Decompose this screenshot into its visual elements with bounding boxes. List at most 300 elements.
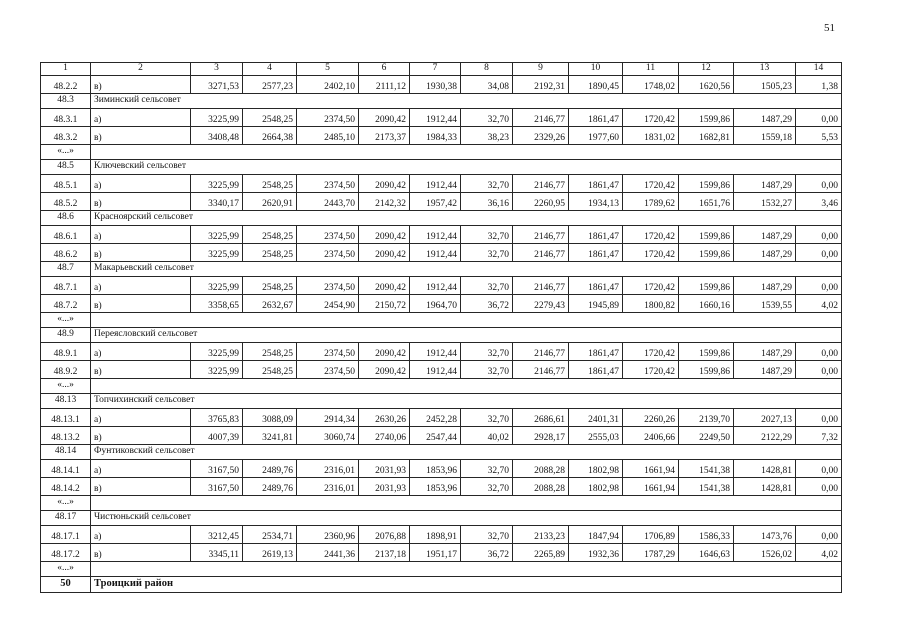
ellipsis-blank	[91, 313, 842, 328]
value-cell: 1930,38	[410, 76, 461, 94]
section-name: Макарьевский сельсовет	[91, 262, 842, 277]
value-cell: 2146,77	[513, 244, 569, 262]
value-cell: 1984,33	[410, 127, 461, 145]
section-code: 48.3	[41, 94, 91, 109]
value-cell: 2374,50	[297, 175, 359, 193]
section-row	[41, 328, 842, 343]
district-code: 50	[41, 577, 91, 593]
data-row	[41, 277, 842, 295]
row-variant: а)	[91, 277, 191, 295]
data-row	[41, 460, 842, 478]
row-code: 48.13.1	[41, 409, 91, 427]
value-cell: 32,70	[461, 343, 513, 361]
data-row	[41, 427, 842, 445]
value-cell: 2452,28	[410, 409, 461, 427]
value-cell: 0,00	[796, 460, 842, 478]
value-cell: 1599,86	[679, 277, 734, 295]
data-row	[41, 127, 842, 145]
value-cell: 1853,96	[410, 478, 461, 496]
value-cell: 1912,44	[410, 343, 461, 361]
section-name: Красноярский сельсовет	[91, 211, 842, 226]
tariff-table	[40, 62, 842, 593]
data-row	[41, 109, 842, 127]
value-cell: 32,70	[461, 277, 513, 295]
section-code: 48.7	[41, 262, 91, 277]
value-cell: 2088,28	[513, 460, 569, 478]
value-cell: 1487,29	[734, 343, 796, 361]
row-code: 48.2.2	[41, 76, 91, 94]
value-cell: 0,00	[796, 226, 842, 244]
value-cell: 1861,47	[569, 343, 623, 361]
value-cell: 2088,28	[513, 478, 569, 496]
data-row	[41, 478, 842, 496]
row-variant: а)	[91, 226, 191, 244]
row-code: 48.17.1	[41, 526, 91, 544]
value-cell: 2329,26	[513, 127, 569, 145]
value-cell: 3167,50	[191, 460, 243, 478]
row-code: 48.6.2	[41, 244, 91, 262]
value-cell: 3167,50	[191, 478, 243, 496]
value-cell: 32,70	[461, 226, 513, 244]
value-cell: 2360,96	[297, 526, 359, 544]
value-cell: 2076,88	[359, 526, 410, 544]
value-cell: 1802,98	[569, 460, 623, 478]
value-cell: 1428,81	[734, 460, 796, 478]
section-row	[41, 511, 842, 526]
row-variant: в)	[91, 244, 191, 262]
section-row	[41, 94, 842, 109]
row-code: 48.13.2	[41, 427, 91, 445]
data-row	[41, 544, 842, 562]
value-cell: 2150,72	[359, 295, 410, 313]
data-row	[41, 76, 842, 94]
value-cell: 1706,89	[623, 526, 679, 544]
value-cell: 2192,31	[513, 76, 569, 94]
row-variant: в)	[91, 295, 191, 313]
value-cell: 1861,47	[569, 226, 623, 244]
row-code: 48.6.1	[41, 226, 91, 244]
value-cell: 1661,94	[623, 460, 679, 478]
value-cell: 1720,42	[623, 244, 679, 262]
value-cell: 2454,90	[297, 295, 359, 313]
value-cell: 2548,25	[243, 343, 297, 361]
value-cell: 2632,67	[243, 295, 297, 313]
value-cell: 1861,47	[569, 109, 623, 127]
column-header: 9	[513, 63, 569, 76]
value-cell: 1586,33	[679, 526, 734, 544]
district-row	[41, 577, 842, 593]
column-header: 14	[796, 63, 842, 76]
value-cell: 0,00	[796, 109, 842, 127]
value-cell: 4,02	[796, 544, 842, 562]
value-cell: 2441,36	[297, 544, 359, 562]
value-cell: 38,23	[461, 127, 513, 145]
value-cell: 2133,23	[513, 526, 569, 544]
ellipsis-blank	[91, 562, 842, 577]
section-name: Фунтиковский сельсовет	[91, 445, 842, 460]
value-cell: 1599,86	[679, 226, 734, 244]
value-cell: 1599,86	[679, 244, 734, 262]
section-name: Переясловский сельсовет	[91, 328, 842, 343]
value-cell: 3345,11	[191, 544, 243, 562]
value-cell: 0,00	[796, 409, 842, 427]
value-cell: 1532,27	[734, 193, 796, 211]
value-cell: 1861,47	[569, 277, 623, 295]
row-variant: а)	[91, 409, 191, 427]
column-header: 8	[461, 63, 513, 76]
column-header: 3	[191, 63, 243, 76]
data-row	[41, 295, 842, 313]
value-cell: 2146,77	[513, 361, 569, 379]
row-code: 48.9.1	[41, 343, 91, 361]
section-name: Зиминский сельсовет	[91, 94, 842, 109]
value-cell: 2090,42	[359, 244, 410, 262]
value-cell: 1539,55	[734, 295, 796, 313]
value-cell: 3225,99	[191, 226, 243, 244]
value-cell: 2260,26	[623, 409, 679, 427]
value-cell: 3225,99	[191, 109, 243, 127]
data-row	[41, 361, 842, 379]
row-variant: в)	[91, 544, 191, 562]
value-cell: 3340,17	[191, 193, 243, 211]
value-cell: 1951,17	[410, 544, 461, 562]
value-cell: 1651,76	[679, 193, 734, 211]
value-cell: 1,38	[796, 76, 842, 94]
data-row	[41, 343, 842, 361]
value-cell: 2137,18	[359, 544, 410, 562]
value-cell: 1505,23	[734, 76, 796, 94]
value-cell: 1912,44	[410, 226, 461, 244]
value-cell: 3088,09	[243, 409, 297, 427]
value-cell: 5,53	[796, 127, 842, 145]
value-cell: 2548,25	[243, 175, 297, 193]
row-code: 48.7.1	[41, 277, 91, 295]
column-header: 6	[359, 63, 410, 76]
section-row	[41, 445, 842, 460]
value-cell: 2374,50	[297, 109, 359, 127]
value-cell: 1861,47	[569, 361, 623, 379]
value-cell: 36,72	[461, 544, 513, 562]
ellipsis-text: «...»	[41, 379, 91, 394]
value-cell: 0,00	[796, 478, 842, 496]
row-variant: а)	[91, 109, 191, 127]
value-cell: 2146,77	[513, 109, 569, 127]
value-cell: 0,00	[796, 175, 842, 193]
value-cell: 2031,93	[359, 478, 410, 496]
value-cell: 32,70	[461, 460, 513, 478]
data-row	[41, 244, 842, 262]
value-cell: 1800,82	[623, 295, 679, 313]
ellipsis-text: «...»	[41, 496, 91, 511]
value-cell: 2547,44	[410, 427, 461, 445]
value-cell: 2146,77	[513, 343, 569, 361]
table-header	[41, 63, 842, 76]
value-cell: 1599,86	[679, 175, 734, 193]
value-cell: 2090,42	[359, 277, 410, 295]
value-cell: 1789,62	[623, 193, 679, 211]
value-cell: 0,00	[796, 526, 842, 544]
column-header: 4	[243, 63, 297, 76]
value-cell: 2548,25	[243, 277, 297, 295]
value-cell: 3408,48	[191, 127, 243, 145]
value-cell: 3225,99	[191, 175, 243, 193]
value-cell: 1912,44	[410, 244, 461, 262]
value-cell: 2548,25	[243, 244, 297, 262]
value-cell: 1473,76	[734, 526, 796, 544]
value-cell: 1964,70	[410, 295, 461, 313]
value-cell: 2928,17	[513, 427, 569, 445]
value-cell: 1787,29	[623, 544, 679, 562]
value-cell: 2173,37	[359, 127, 410, 145]
ellipsis-blank	[91, 496, 842, 511]
column-header: 2	[91, 63, 191, 76]
value-cell: 2406,66	[623, 427, 679, 445]
value-cell: 1847,94	[569, 526, 623, 544]
value-cell: 2090,42	[359, 175, 410, 193]
value-cell: 2146,77	[513, 226, 569, 244]
value-cell: 1912,44	[410, 175, 461, 193]
value-cell: 2577,23	[243, 76, 297, 94]
value-cell: 2090,42	[359, 343, 410, 361]
value-cell: 2139,70	[679, 409, 734, 427]
value-cell: 1599,86	[679, 109, 734, 127]
section-name: Ключевский сельсовет	[91, 160, 842, 175]
section-code: 48.9	[41, 328, 91, 343]
section-name: Топчихинский сельсовет	[91, 394, 842, 409]
value-cell: 2443,70	[297, 193, 359, 211]
value-cell: 32,70	[461, 409, 513, 427]
value-cell: 2548,25	[243, 226, 297, 244]
section-code: 48.13	[41, 394, 91, 409]
value-cell: 32,70	[461, 109, 513, 127]
value-cell: 3212,45	[191, 526, 243, 544]
column-header: 7	[410, 63, 461, 76]
value-cell: 2548,25	[243, 361, 297, 379]
value-cell: 1720,42	[623, 109, 679, 127]
value-cell: 1660,16	[679, 295, 734, 313]
value-cell: 1487,29	[734, 109, 796, 127]
value-cell: 1541,38	[679, 478, 734, 496]
value-cell: 32,70	[461, 361, 513, 379]
row-variant: в)	[91, 193, 191, 211]
value-cell: 1720,42	[623, 343, 679, 361]
value-cell: 32,70	[461, 478, 513, 496]
value-cell: 1831,02	[623, 127, 679, 145]
value-cell: 3060,74	[297, 427, 359, 445]
value-cell: 1898,91	[410, 526, 461, 544]
value-cell: 2686,61	[513, 409, 569, 427]
value-cell: 1487,29	[734, 244, 796, 262]
data-row	[41, 409, 842, 427]
ellipsis-blank	[91, 379, 842, 394]
data-row	[41, 526, 842, 544]
ellipsis-row	[41, 496, 842, 511]
value-cell: 2740,06	[359, 427, 410, 445]
ellipsis-row	[41, 145, 842, 160]
value-cell: 2374,50	[297, 226, 359, 244]
row-variant: а)	[91, 175, 191, 193]
value-cell: 0,00	[796, 343, 842, 361]
column-header: 10	[569, 63, 623, 76]
row-code: 48.5.1	[41, 175, 91, 193]
section-name: Чистюньский сельсовет	[91, 511, 842, 526]
value-cell: 1720,42	[623, 175, 679, 193]
value-cell: 2374,50	[297, 361, 359, 379]
ellipsis-blank	[91, 145, 842, 160]
section-row	[41, 211, 842, 226]
row-variant: в)	[91, 361, 191, 379]
row-code: 48.7.2	[41, 295, 91, 313]
value-cell: 2146,77	[513, 277, 569, 295]
value-cell: 1720,42	[623, 361, 679, 379]
value-cell: 4007,39	[191, 427, 243, 445]
value-cell: 2630,26	[359, 409, 410, 427]
value-cell: 0,00	[796, 361, 842, 379]
value-cell: 2401,31	[569, 409, 623, 427]
value-cell: 2090,42	[359, 361, 410, 379]
value-cell: 2279,43	[513, 295, 569, 313]
value-cell: 1802,98	[569, 478, 623, 496]
value-cell: 3,46	[796, 193, 842, 211]
value-cell: 1682,81	[679, 127, 734, 145]
district-name: Троицкий район	[91, 577, 842, 593]
table-body	[41, 76, 842, 593]
value-cell: 1541,38	[679, 460, 734, 478]
value-cell: 3271,53	[191, 76, 243, 94]
ellipsis-text: «...»	[41, 145, 91, 160]
section-row	[41, 394, 842, 409]
column-header: 12	[679, 63, 734, 76]
value-cell: 2555,03	[569, 427, 623, 445]
data-row	[41, 175, 842, 193]
value-cell: 2664,38	[243, 127, 297, 145]
page-number: 51	[824, 22, 835, 34]
value-cell: 2260,95	[513, 193, 569, 211]
section-code: 48.14	[41, 445, 91, 460]
value-cell: 2316,01	[297, 478, 359, 496]
value-cell: 2485,10	[297, 127, 359, 145]
value-cell: 1599,86	[679, 361, 734, 379]
value-cell: 4,02	[796, 295, 842, 313]
data-row	[41, 226, 842, 244]
value-cell: 3225,99	[191, 343, 243, 361]
column-number-row	[41, 63, 842, 76]
row-code: 48.9.2	[41, 361, 91, 379]
value-cell: 1599,86	[679, 343, 734, 361]
value-cell: 2122,29	[734, 427, 796, 445]
value-cell: 3225,99	[191, 244, 243, 262]
value-cell: 1487,29	[734, 277, 796, 295]
row-code: 48.3.2	[41, 127, 91, 145]
section-row	[41, 262, 842, 277]
value-cell: 1661,94	[623, 478, 679, 496]
value-cell: 2265,89	[513, 544, 569, 562]
value-cell: 2374,50	[297, 277, 359, 295]
value-cell: 1720,42	[623, 277, 679, 295]
value-cell: 1487,29	[734, 361, 796, 379]
value-cell: 1861,47	[569, 244, 623, 262]
value-cell: 1526,02	[734, 544, 796, 562]
value-cell: 1861,47	[569, 175, 623, 193]
row-code: 48.14.1	[41, 460, 91, 478]
section-code: 48.6	[41, 211, 91, 226]
value-cell: 2031,93	[359, 460, 410, 478]
value-cell: 1912,44	[410, 109, 461, 127]
value-cell: 2548,25	[243, 109, 297, 127]
value-cell: 2090,42	[359, 109, 410, 127]
section-row	[41, 160, 842, 175]
value-cell: 2146,77	[513, 175, 569, 193]
value-cell: 36,16	[461, 193, 513, 211]
row-code: 48.14.2	[41, 478, 91, 496]
value-cell: 1559,18	[734, 127, 796, 145]
value-cell: 34,08	[461, 76, 513, 94]
value-cell: 2249,50	[679, 427, 734, 445]
value-cell: 0,00	[796, 277, 842, 295]
value-cell: 3225,99	[191, 361, 243, 379]
section-code: 48.5	[41, 160, 91, 175]
value-cell: 2914,34	[297, 409, 359, 427]
row-variant: в)	[91, 76, 191, 94]
column-header: 13	[734, 63, 796, 76]
row-code: 48.17.2	[41, 544, 91, 562]
column-header: 1	[41, 63, 91, 76]
value-cell: 40,02	[461, 427, 513, 445]
value-cell: 1853,96	[410, 460, 461, 478]
value-cell: 2489,76	[243, 460, 297, 478]
value-cell: 1945,89	[569, 295, 623, 313]
row-variant: а)	[91, 526, 191, 544]
row-variant: а)	[91, 460, 191, 478]
value-cell: 2620,91	[243, 193, 297, 211]
value-cell: 1748,02	[623, 76, 679, 94]
row-variant: в)	[91, 427, 191, 445]
value-cell: 36,72	[461, 295, 513, 313]
value-cell: 32,70	[461, 526, 513, 544]
value-cell: 2402,10	[297, 76, 359, 94]
row-variant: в)	[91, 127, 191, 145]
value-cell: 3358,65	[191, 295, 243, 313]
value-cell: 0,00	[796, 244, 842, 262]
value-cell: 1487,29	[734, 226, 796, 244]
value-cell: 1934,13	[569, 193, 623, 211]
section-code: 48.17	[41, 511, 91, 526]
data-row	[41, 193, 842, 211]
value-cell: 3225,99	[191, 277, 243, 295]
value-cell: 2027,13	[734, 409, 796, 427]
value-cell: 2090,42	[359, 226, 410, 244]
value-cell: 1932,36	[569, 544, 623, 562]
value-cell: 2316,01	[297, 460, 359, 478]
value-cell: 1957,42	[410, 193, 461, 211]
value-cell: 1890,45	[569, 76, 623, 94]
value-cell: 2534,71	[243, 526, 297, 544]
row-code: 48.5.2	[41, 193, 91, 211]
value-cell: 1912,44	[410, 361, 461, 379]
value-cell: 1428,81	[734, 478, 796, 496]
ellipsis-row	[41, 562, 842, 577]
value-cell: 2374,50	[297, 343, 359, 361]
value-cell: 2489,76	[243, 478, 297, 496]
row-variant: в)	[91, 478, 191, 496]
value-cell: 2142,32	[359, 193, 410, 211]
value-cell: 32,70	[461, 244, 513, 262]
ellipsis-text: «...»	[41, 562, 91, 577]
value-cell: 2619,13	[243, 544, 297, 562]
value-cell: 2374,50	[297, 244, 359, 262]
value-cell: 3241,81	[243, 427, 297, 445]
value-cell: 2111,12	[359, 76, 410, 94]
